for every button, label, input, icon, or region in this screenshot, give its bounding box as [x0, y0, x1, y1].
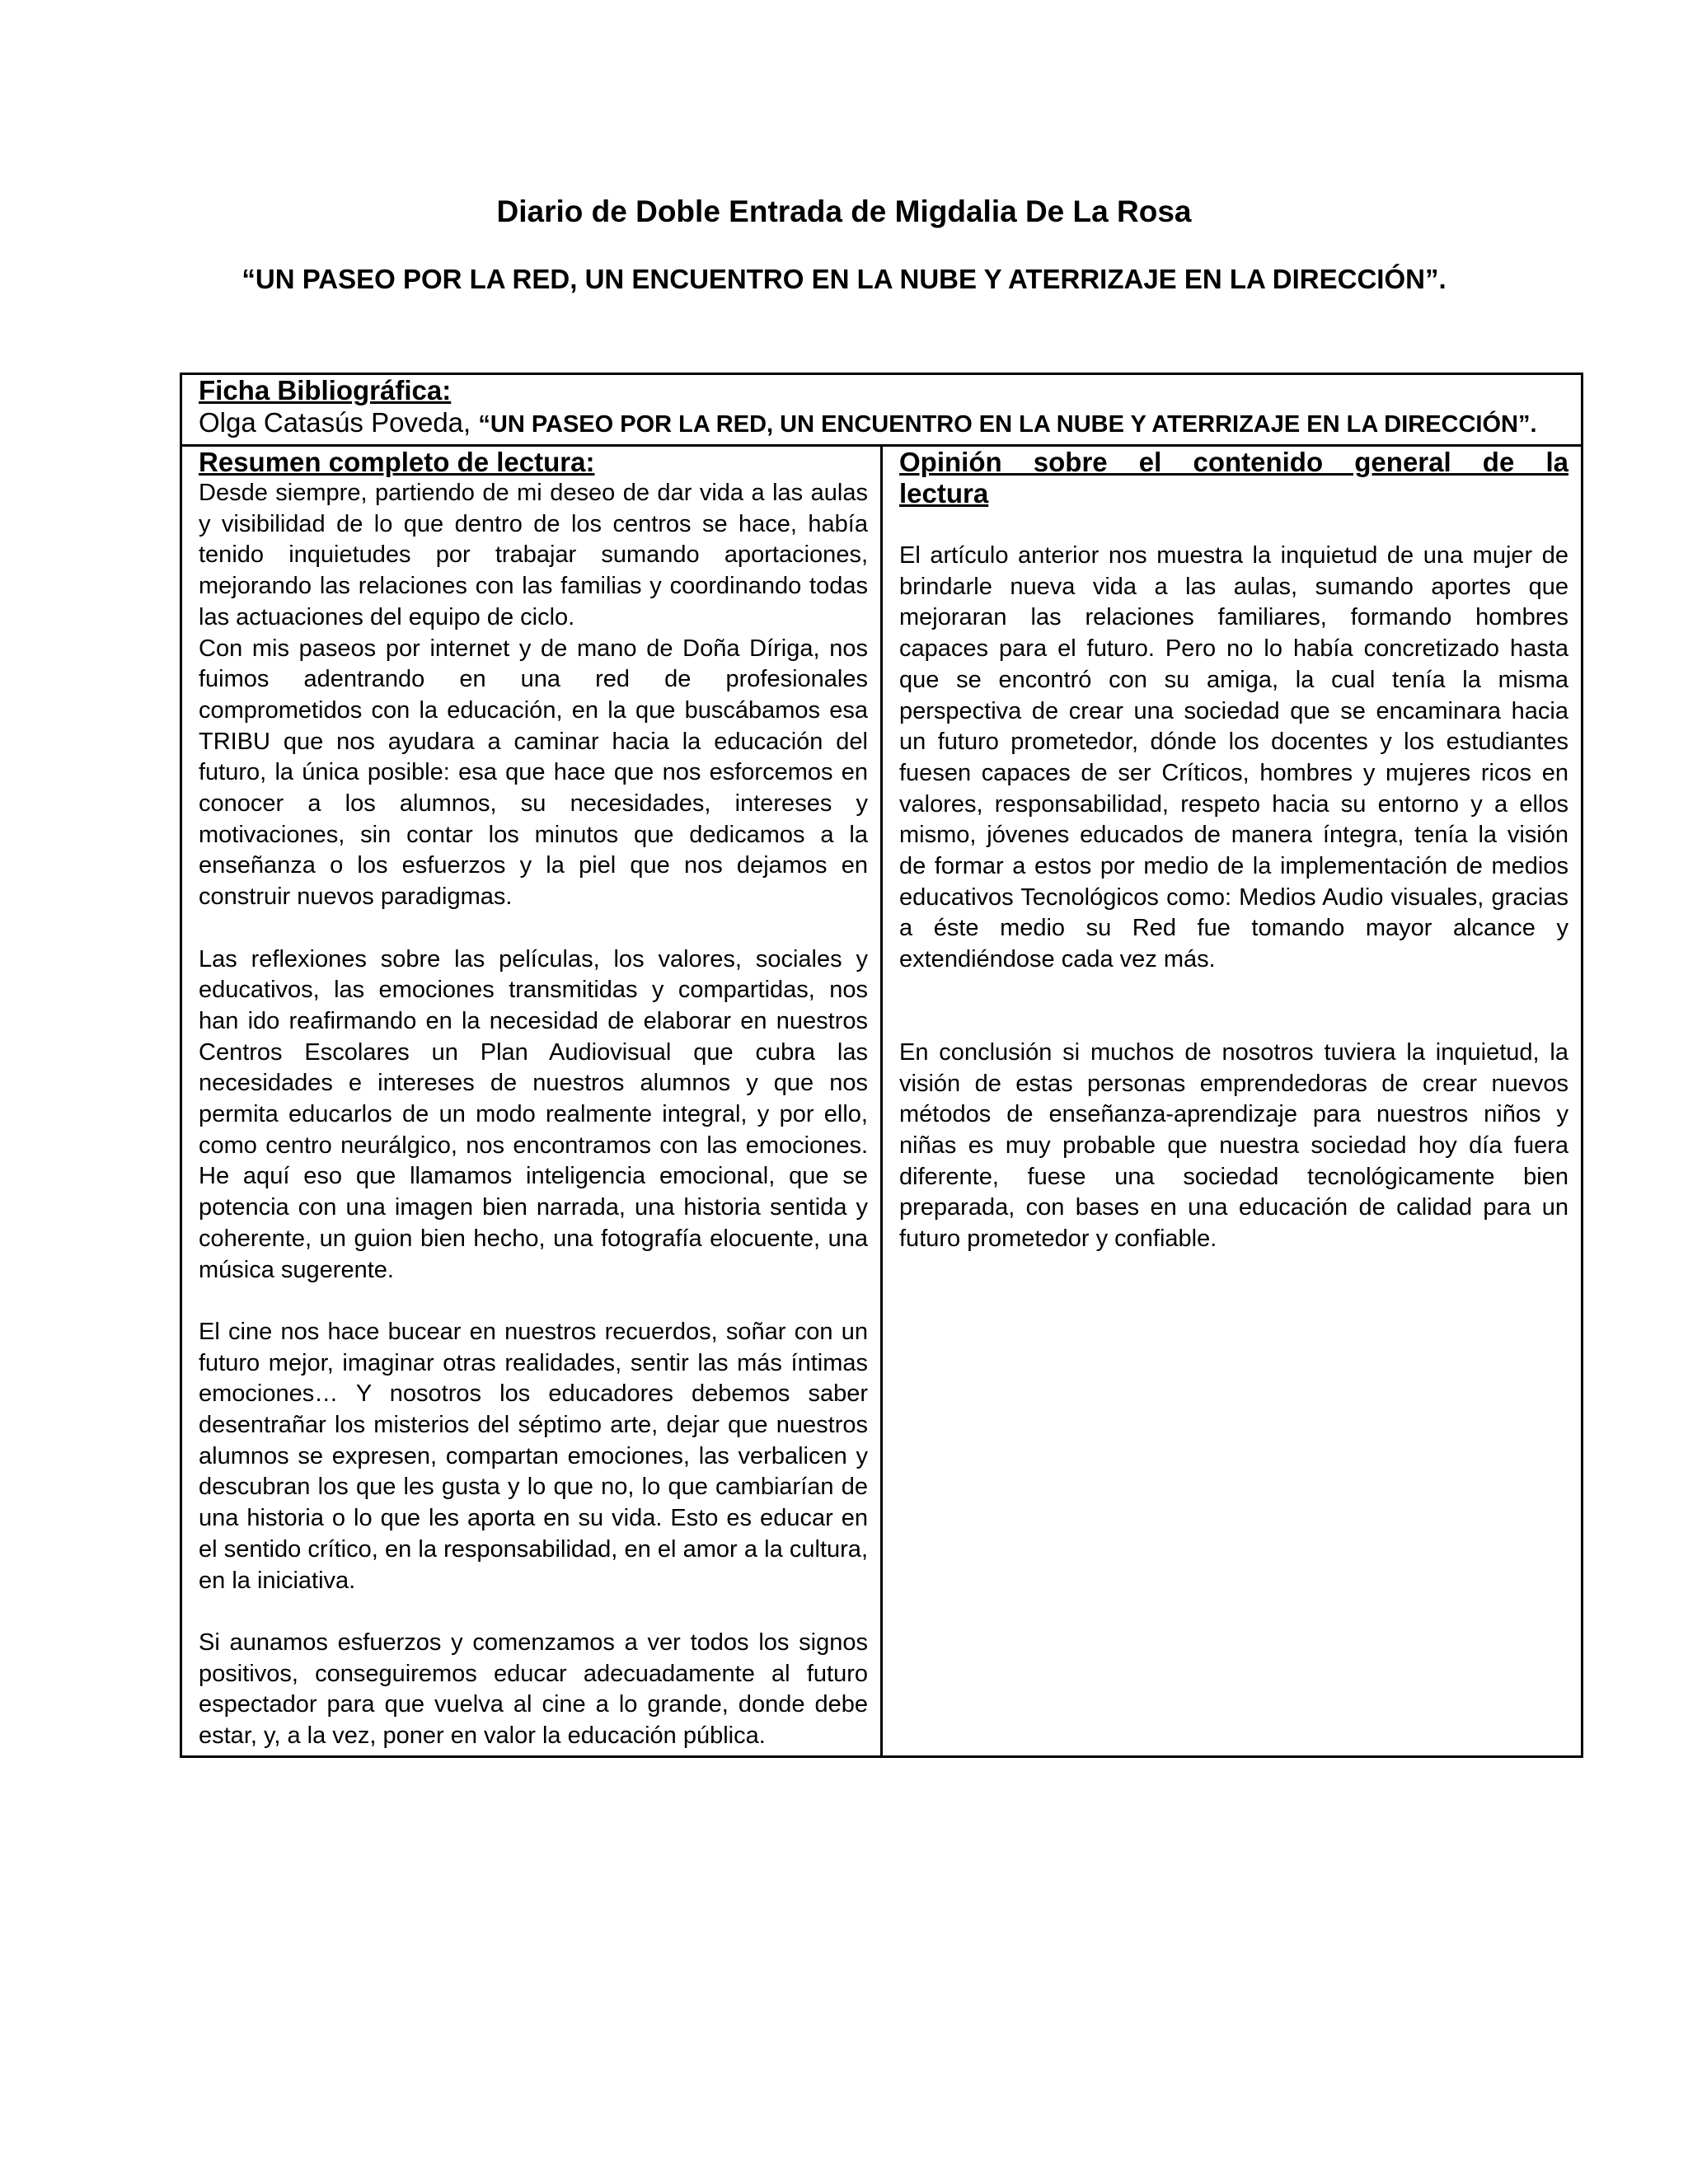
- resumen-body: [199, 478, 868, 1752]
- opinion-heading: Opinión sobre el contenido general de la: [899, 447, 1568, 477]
- ficha-author: Olga Catasús Poveda,: [199, 407, 471, 438]
- opinion-body: [899, 541, 1568, 1255]
- ficha-work-title: “UN PASEO POR LA RED, UN ENCUENTRO EN LA NUBE Y ATERRIZAJE EN LA DIRECCIÓN”.: [478, 411, 1537, 438]
- document-subtitle: “UN PASEO POR LA RED, UN ENCUENTRO EN LA NUBE Y ATERRIZAJE EN LA DIRECCIÓN”.: [241, 264, 1447, 294]
- ficha-cell: [181, 374, 1582, 446]
- opinion-paragraph: El artículo anterior nos muestra la inquietud de una mujer de brindarle nueva vida a las aulas, sumando aportes que mejoraran las relaciones familiares, formando hombres capaces para el futuro. Pero no lo había concretizado hasta que se encontró con su amiga, la cual tenía la misma perspectiva de crear una sociedad que se encaminara hacia un futuro prometedor, dónde los docentes y los estudiantes fuesen capaces de ser Críticos, hombres y mujeres ricos en valores, responsabilidad, respeto hacia su entorno y a ellos mismo, jóvenes educados de manera íntegra, tenía la visión de formar a estos por medio de la implementación de medios educativos Tecnológicos como: Medios Audio visuales, gracias a éste medio su Red fue tomando mayor alcance y extendiéndose cada vez más.: [899, 542, 1568, 973]
- content-row: [181, 446, 1582, 1757]
- opinion-heading-continued: lectura: [899, 478, 989, 509]
- resumen-paragraph: Si aunamos esfuerzos y comenzamos a ver todos los signos positivos, conseguiremos educar adecuadamente al futuro espectador para que vuelva al cine a lo grande, donde debe estar, y, a la vez, poner en valor la educación pública.: [199, 1629, 868, 1750]
- resumen-paragraph: Con mis paseos por internet y de mano de Doña Díriga, nos fuimos adentrando en una red de profesionales comprometidos con la educación, en la que buscábamos esa TRIBU que nos ayudara a caminar hacia la educación del futuro, la única posible: esa que hace que nos esforcemos en conocer a los alumnos, su necesidades, intereses y motivaciones, sin contar los minutos que dedicamos a la enseñanza o los esfuerzos y la piel que nos dejamos en construir nuevos paradigmas.: [199, 635, 868, 911]
- resumen-paragraph: Desde siempre, partiendo de mi deseo de dar vida a las aulas y visibilidad de lo que dentro de los centros se hace, había tenido inquietudes por trabajar sumando aportaciones, mejorando las relaciones con las familias y coordinando todas las actuaciones del equipo de ciclo.: [199, 480, 868, 630]
- ficha-row: [181, 374, 1582, 446]
- page-title: Diario de Doble Entrada de Migdalia De La Rosa: [496, 194, 1192, 228]
- diary-table: [180, 373, 1583, 1758]
- resumen-paragraph: El cine nos hace bucear en nuestros recuerdos, soñar con un futuro mejor, imaginar otras realidades, sentir las más íntimas emociones… Y nosotros los educadores debemos saber desentrañar los misterios del séptimo arte, dejar que nuestros alumnos se expresen, compartan emociones, las verbalicen y descubran los que les gusta y lo que no, lo que cambiarían de una historia o lo que les aporta en su vida. Esto es educar en el sentido crítico, en la responsabilidad, en el amor a la cultura, en la iniciativa.: [199, 1318, 868, 1594]
- ficha-reference: [199, 406, 1571, 441]
- resumen-heading: Resumen completo de lectura:: [199, 447, 595, 477]
- resumen-cell: [181, 446, 882, 1757]
- opinion-cell: [882, 446, 1582, 1757]
- ficha-heading: Ficha Bibliográfica:: [199, 375, 452, 405]
- resumen-paragraph: Las reflexiones sobre las películas, los valores, sociales y educativos, las emociones transmitidas y compartidas, nos han ido reafirmando en la necesidad de elaborar en nuestros Centros Escolares un Plan Audiovisual que cubra las necesidades e intereses de nuestros alumnos y que nos permita educarlos de un modo realmente integral, y por ello, como centro neurálgico, nos encontramos con las emociones. He aquí eso que llamamos inteligencia emocional, que se potencia con una imagen bien narrada, una historia sentida y coherente, un guion bien hecho, una fotografía elocuente, una música sugerente.: [199, 945, 868, 1283]
- opinion-paragraph: En conclusión si muchos de nosotros tuviera la inquietud, la visión de estas personas emprendedoras de crear nuevos métodos de enseñanza-aprendizaje para nuestros niños y niñas es muy probable que nuestra sociedad hoy día fuera diferente, fuese una sociedad tecnológicamente bien preparada, con bases en una educación de calidad para un futuro prometedor y confiable.: [899, 1038, 1568, 1253]
